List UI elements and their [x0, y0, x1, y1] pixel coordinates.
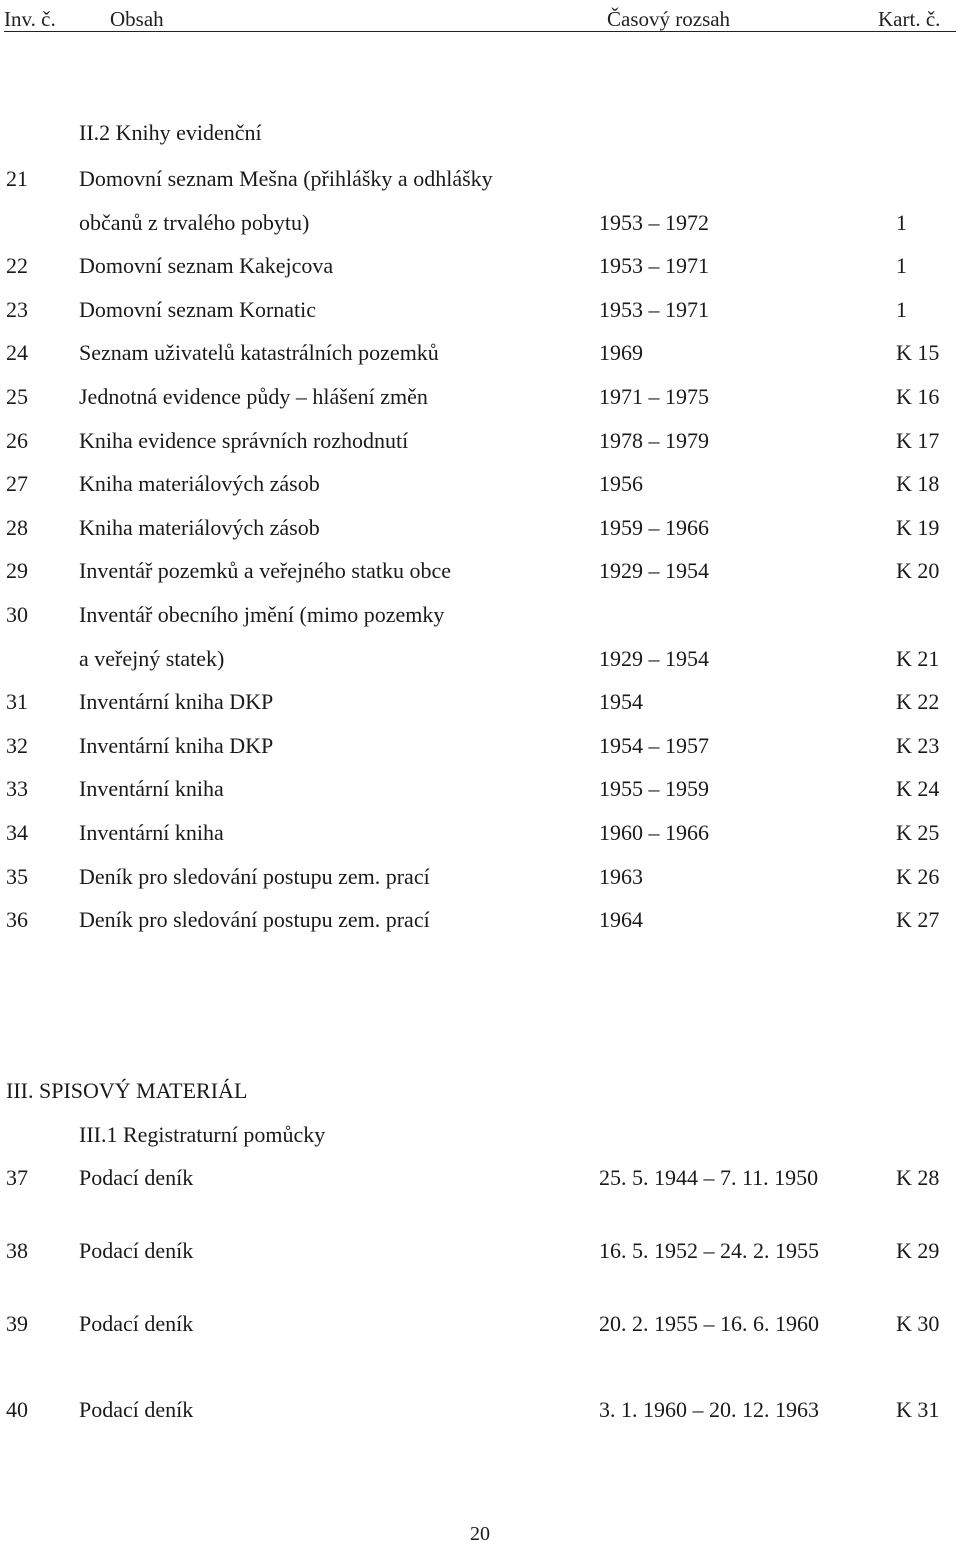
item-description: Inventární kniha: [79, 820, 224, 845]
header-rozsah: Časový rozsah: [607, 7, 731, 31]
inv-number: 21: [6, 166, 28, 191]
item-description: Kniha materiálových zásob: [79, 471, 320, 497]
box-number: K 21: [896, 645, 940, 671]
item-description: a veřejný statek): [79, 645, 225, 671]
item-description: Inventární kniha DKP: [79, 732, 274, 758]
page-number: 20: [470, 1523, 490, 1545]
date-range: 16. 5. 1952 – 24. 2. 1955: [599, 1238, 819, 1263]
date-range: 1954 – 1957: [599, 732, 709, 758]
inv-number: 35: [6, 863, 28, 889]
box-number: 1: [896, 253, 907, 279]
section-heading: III. SPISOVÝ MATERIÁL: [6, 1078, 248, 1103]
column-header: [0, 0, 960, 36]
item-description: Inventář obecního jmění (mimo pozemky: [79, 602, 445, 627]
box-number: 1: [896, 296, 907, 322]
subsection-heading: II.2 Knihy evidenční: [79, 120, 262, 145]
inv-number: 32: [6, 732, 28, 758]
box-number: K 24: [896, 776, 940, 802]
item-description: Jednotná evidence půdy – hlášení změn: [79, 384, 428, 409]
inv-number: 27: [6, 471, 28, 497]
date-range: 3. 1. 1960 – 20. 12. 1963: [599, 1397, 819, 1422]
date-range: 1929 – 1954: [599, 558, 709, 584]
item-description: Podací deník: [79, 1165, 194, 1190]
item-description: občanů z trvalého pobytu): [79, 209, 310, 235]
box-number: K 27: [896, 907, 940, 933]
inv-number: 33: [6, 776, 28, 802]
item-description: Domovní seznam Kornatic: [79, 296, 317, 322]
inv-number: 24: [6, 340, 28, 366]
item-description: Deník pro sledování postupu zem. prací: [79, 907, 430, 933]
box-number: K 19: [896, 514, 940, 540]
item-description: Inventář pozemků a veřejného statku obce: [79, 558, 452, 584]
header-obsah: Obsah: [110, 7, 164, 31]
item-description: Domovní seznam Mešna (přihlášky a odhlášky: [79, 166, 493, 191]
date-range: 1953 – 1971: [599, 296, 709, 322]
item-description: Podací deník: [79, 1238, 194, 1263]
date-range: 1978 – 1979: [599, 427, 709, 453]
date-range: 1959 – 1966: [599, 514, 709, 540]
item-description: Deník pro sledování postupu zem. prací: [79, 863, 430, 889]
inv-number: 22: [6, 253, 28, 279]
inv-number: 28: [6, 514, 28, 540]
inv-number: 29: [6, 558, 28, 584]
inv-number: 30: [6, 602, 28, 627]
box-number: K 25: [896, 820, 940, 845]
item-description: Kniha evidence správních rozhodnutí: [79, 427, 409, 453]
box-number: K 31: [896, 1397, 940, 1422]
box-number: K 23: [896, 732, 940, 758]
item-description: Seznam uživatelů katastrálních pozemků: [79, 340, 439, 366]
box-number: K 29: [896, 1238, 940, 1263]
inv-number: 34: [6, 820, 28, 845]
inv-number: 25: [6, 384, 28, 409]
date-range: 1953 – 1972: [599, 209, 709, 235]
date-range: 1960 – 1966: [599, 820, 709, 845]
inv-number: 23: [6, 296, 28, 322]
box-number: K 15: [896, 340, 940, 366]
date-range: 1955 – 1959: [599, 776, 709, 802]
box-number: K 30: [896, 1311, 940, 1336]
subsection-heading: III.1 Registraturní pomůcky: [79, 1122, 326, 1147]
box-number: 1: [896, 209, 907, 235]
header-rule: [4, 31, 956, 32]
item-description: Kniha materiálových zásob: [79, 514, 320, 540]
item-description: Inventární kniha DKP: [79, 689, 274, 715]
box-number: K 17: [896, 427, 940, 453]
date-range: 1969: [599, 340, 643, 366]
item-description: Podací deník: [79, 1311, 194, 1336]
inv-number: 36: [6, 907, 28, 933]
date-range: 1953 – 1971: [599, 253, 709, 279]
box-number: K 28: [896, 1165, 940, 1190]
item-description: Domovní seznam Kakejcova: [79, 253, 334, 279]
date-range: 20. 2. 1955 – 16. 6. 1960: [599, 1311, 819, 1336]
box-number: K 26: [896, 863, 940, 889]
date-range: 1971 – 1975: [599, 384, 709, 409]
box-number: K 18: [896, 471, 940, 497]
inv-number: 31: [6, 689, 28, 715]
item-description: Inventární kniha: [79, 776, 224, 802]
date-range: 1954: [599, 689, 643, 715]
item-description: Podací deník: [79, 1397, 194, 1422]
inv-number: 39: [6, 1311, 28, 1336]
date-range: 1929 – 1954: [599, 645, 709, 671]
inv-number: 40: [6, 1397, 28, 1422]
box-number: K 16: [896, 384, 940, 409]
date-range: 1956: [599, 471, 643, 497]
inv-number: 37: [6, 1165, 28, 1190]
inv-number: 26: [6, 427, 28, 453]
date-range: 1964: [599, 907, 643, 933]
box-number: K 22: [896, 689, 940, 715]
date-range: 25. 5. 1944 – 7. 11. 1950: [599, 1165, 819, 1190]
date-range: 1963: [599, 863, 643, 889]
header-inv: Inv. č.: [4, 7, 56, 31]
header-kart: Kart. č.: [878, 7, 941, 31]
box-number: K 20: [896, 558, 940, 584]
inv-number: 38: [6, 1238, 28, 1263]
